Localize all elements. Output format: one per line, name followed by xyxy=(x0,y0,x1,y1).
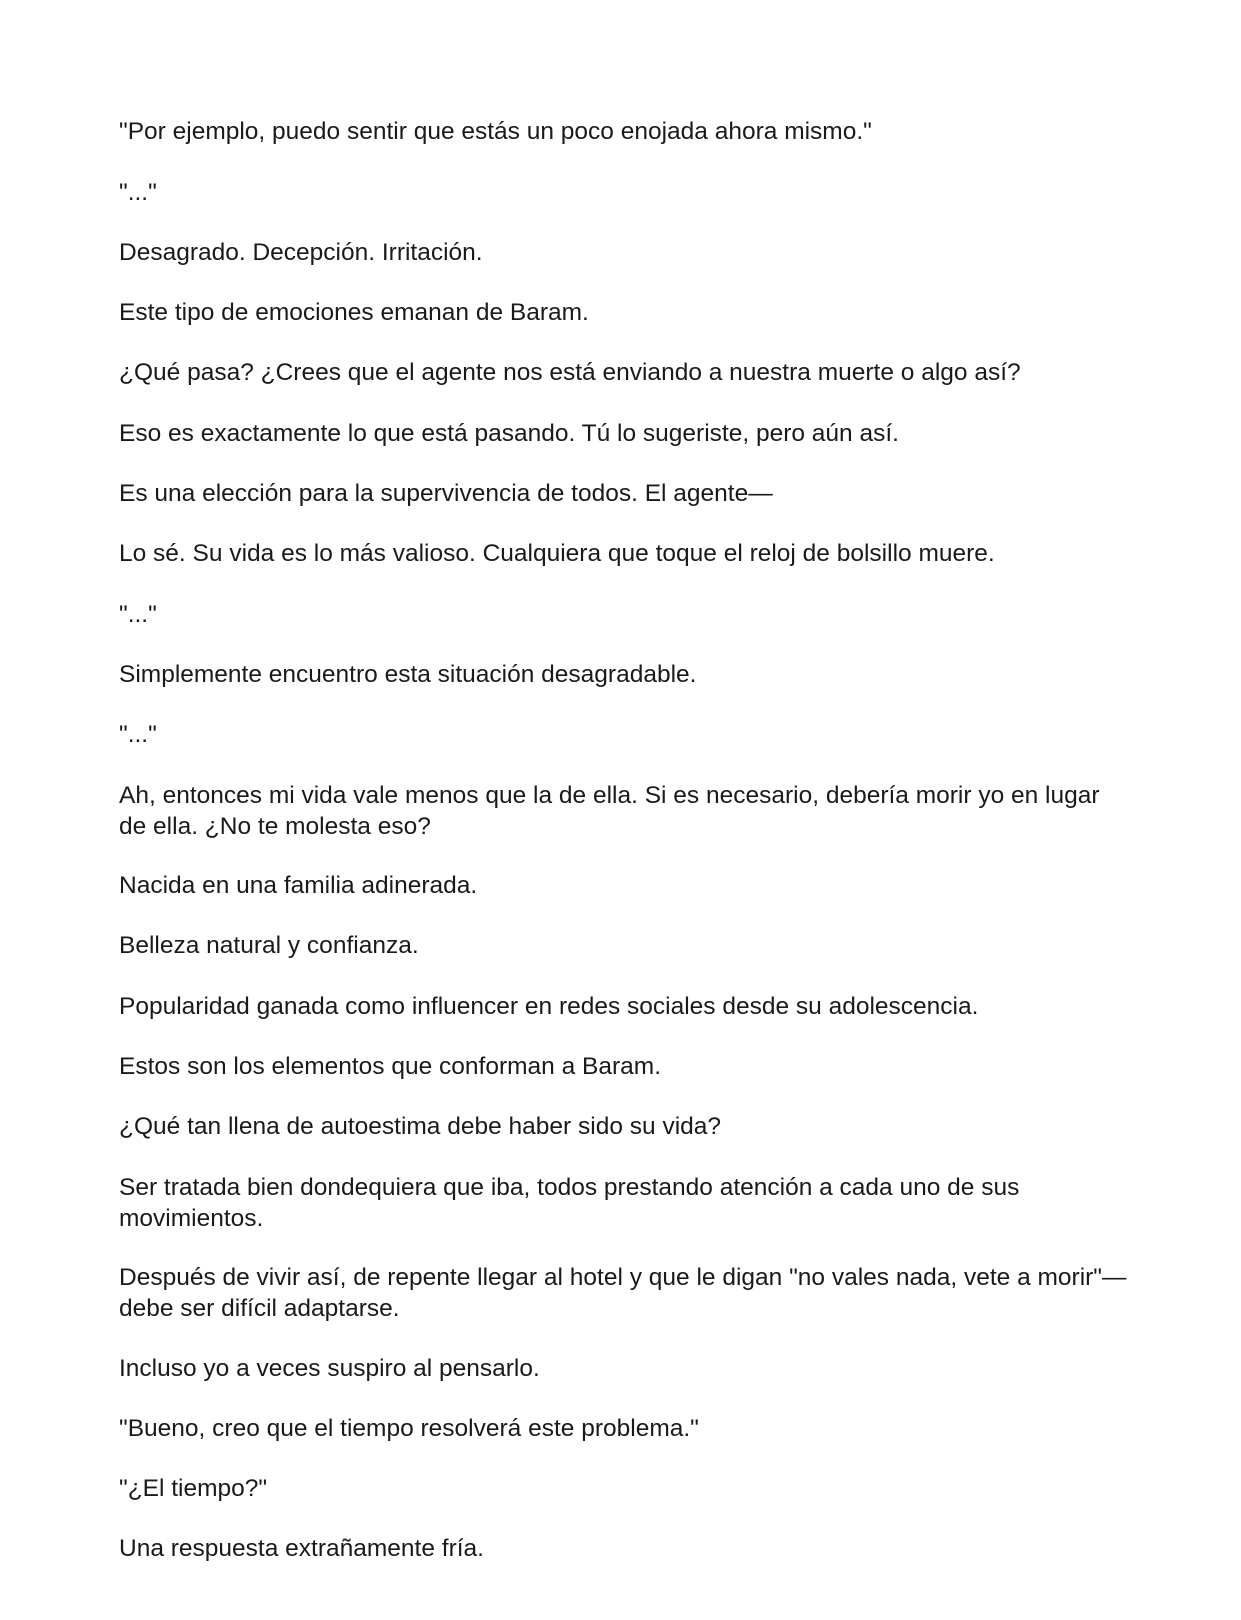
paragraph: Simplemente encuentro esta situación desagradable. xyxy=(119,661,697,688)
paragraph: Estos son los elementos que conforman a Baram. xyxy=(119,1053,662,1080)
paragraph: Después de vivir así, de repente llegar al hotel y que le digan "no vales nada, vete a morir"— debe ser difícil adaptarse. xyxy=(119,1264,1127,1322)
paragraph: Este tipo de emociones emanan de Baram. xyxy=(119,299,589,326)
paragraph: Nacida en una familia adinerada. xyxy=(119,872,478,899)
paragraph: Es una elección para la supervivencia de todos. El agente— xyxy=(119,480,773,507)
paragraph: Una respuesta extrañamente fría. xyxy=(119,1535,484,1562)
paragraph: Popularidad ganada como influencer en redes sociales desde su adolescencia. xyxy=(119,993,979,1020)
paragraph: Desagrado. Decepción. Irritación. xyxy=(119,239,483,266)
paragraph: Eso es exactamente lo que está pasando. Tú lo sugeriste, pero aún así. xyxy=(119,420,899,447)
paragraph: "..." xyxy=(119,179,157,206)
paragraph: ¿Qué tan llena de autoestima debe haber sido su vida? xyxy=(119,1113,722,1140)
paragraph: ¿Qué pasa? ¿Crees que el agente nos está enviando a nuestra muerte o algo así? xyxy=(119,359,1021,386)
paragraph: "Por ejemplo, puedo sentir que estás un poco enojada ahora mismo." xyxy=(119,118,872,145)
paragraph: "Bueno, creo que el tiempo resolverá este problema." xyxy=(119,1415,699,1442)
paragraph: Belleza natural y confianza. xyxy=(119,932,419,959)
paragraph: "..." xyxy=(119,721,157,748)
paragraph: "..." xyxy=(119,601,157,628)
paragraph: Ser tratada bien dondequiera que iba, todos prestando atención a cada uno de sus movimientos. xyxy=(119,1174,1020,1232)
paragraph: "¿El tiempo?" xyxy=(119,1475,268,1502)
paragraph: Ah, entonces mi vida vale menos que la de ella. Si es necesario, debería morir yo en lugar de ella. ¿No te molesta eso? xyxy=(119,782,1100,840)
paragraph: Incluso yo a veces suspiro al pensarlo. xyxy=(119,1355,540,1382)
paragraph: Lo sé. Su vida es lo más valioso. Cualquiera que toque el reloj de bolsillo muere. xyxy=(119,540,995,567)
